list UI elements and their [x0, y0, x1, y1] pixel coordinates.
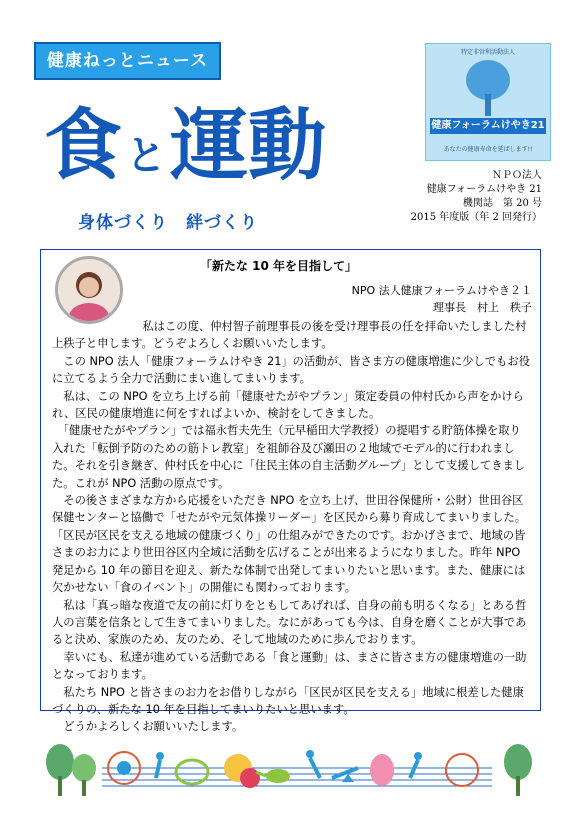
apple-icon — [446, 754, 478, 786]
title-char-3: 運 — [170, 101, 249, 191]
title-char-4: 動 — [248, 101, 327, 191]
author-photo — [55, 256, 123, 324]
publisher-name: 健康フォーラムけやき 21 — [426, 184, 542, 195]
vegetable-icon — [370, 754, 394, 786]
org-logo — [425, 43, 551, 161]
tree-icon — [504, 744, 532, 796]
pot-icon — [256, 769, 290, 783]
paragraph: その後さまざまな方から応援をいただき NPO を立ち上げ、世田谷保健所・公財）世田谷区保健センターと協働で「せたがや元気体操リーダー」を区民から募り育成してまいりました。「区民が区民を支える地域の健康づくり」の仕組みができたのです。おかげさまで、地域の皆さまのお力により世田谷区内全域に活動を広げることが出来るようになりました。昨年 NPO 発足から 10 年の節目を迎え、新たな体制で出発してまいりたいと思います。また、健康には欠かせない「食のイベント」の開催にも関わっております。 — [52, 494, 527, 595]
article-org: NPO 法人健康フォーラムけやき２１ — [351, 284, 532, 297]
article-body — [52, 318, 532, 736]
paragraph: どうかよろしくお願いいたします。 — [52, 720, 244, 734]
edition-info: 2015 年度版（年 2 回発行） — [410, 212, 542, 223]
tree-icon — [463, 58, 513, 116]
paragraph: 幸いにも、私達が進めている活動である「食と運動」は、まさに皆さま方の健康増進の一助となっております。 — [52, 650, 527, 682]
footer-illustration — [42, 738, 542, 802]
article-author: 理事長 村上 秩子 — [433, 301, 532, 314]
paragraph: 私は「真っ暗な夜道で友の前に灯りをともしてあげれば、自身の前も明るくなる」とある哲人の言葉を信条として生きてまいりました。なにがあっても今は、自身を磨くことが大事であると決め、家族のため、友のため、そして地域のために歩んでおります。 — [52, 598, 527, 647]
title-char-1: 食 — [44, 101, 123, 191]
page-title — [44, 96, 404, 196]
logo-org-label: 特定非営利活動法人 — [460, 49, 515, 56]
article-title: 「新たな 10 年を目指して」 — [200, 259, 358, 273]
tree-icon — [46, 744, 74, 796]
logo-name: 健康フォーラムけやき21 — [430, 118, 546, 134]
logo-slogan: あなたの健康寿命を延ばします!! — [443, 146, 533, 153]
title-char-2: と — [126, 133, 167, 179]
tree-icon — [72, 754, 96, 796]
paragraph: 私たち NPO と皆さまのお力をお借りしながら「区民が区民を支える」地域に根差した健康づくりの、新たな 10 年を目指してまいりたいと思います。 — [52, 685, 524, 716]
paragraph: この NPO 法人「健康フォーラムけやき 21」の活動が、皆さま方の健康増進に少しでもお役に立てるよう全力で活動にまい進してまいります。 — [52, 354, 530, 386]
subtitle: 身体づくり 絆づくり — [78, 213, 258, 233]
portrait-icon — [58, 259, 120, 321]
publisher-line: ＮＰＯ法人 — [492, 170, 542, 181]
paragraph: 私はこの度、仲村智子前理事長の後を受け理事長の任を拝命いたしました村上秩子と申します。どうぞよろしくお願いいたします。 — [52, 320, 527, 351]
paragraph: 私は、この NPO を立ち上げる前「健康せたがやプラン」策定委員の仲村氏から声をかけられ、区民の健康増進に何をすればよいか、検討をしてきました。 — [52, 389, 524, 421]
fruit-icon — [224, 754, 260, 788]
issue-number: 機関誌 第 20 号 — [462, 198, 542, 209]
newsletter-badge: 健康ねっとニュース — [34, 42, 221, 80]
paragraph: 「健康せたがやプラン」では福永哲夫先生（元早稲田大学教授）の提唱する貯筋体操を取り入れた「転倒予防のための筋トレ教室」を祖師谷及び瀬田の２地域でモデル的に行われました。それを引き継ぎ、仲村氏を中心に「住民主体の自主活動グループ」として支援してきました。これが NPO 活動の原点です。 — [52, 424, 526, 490]
